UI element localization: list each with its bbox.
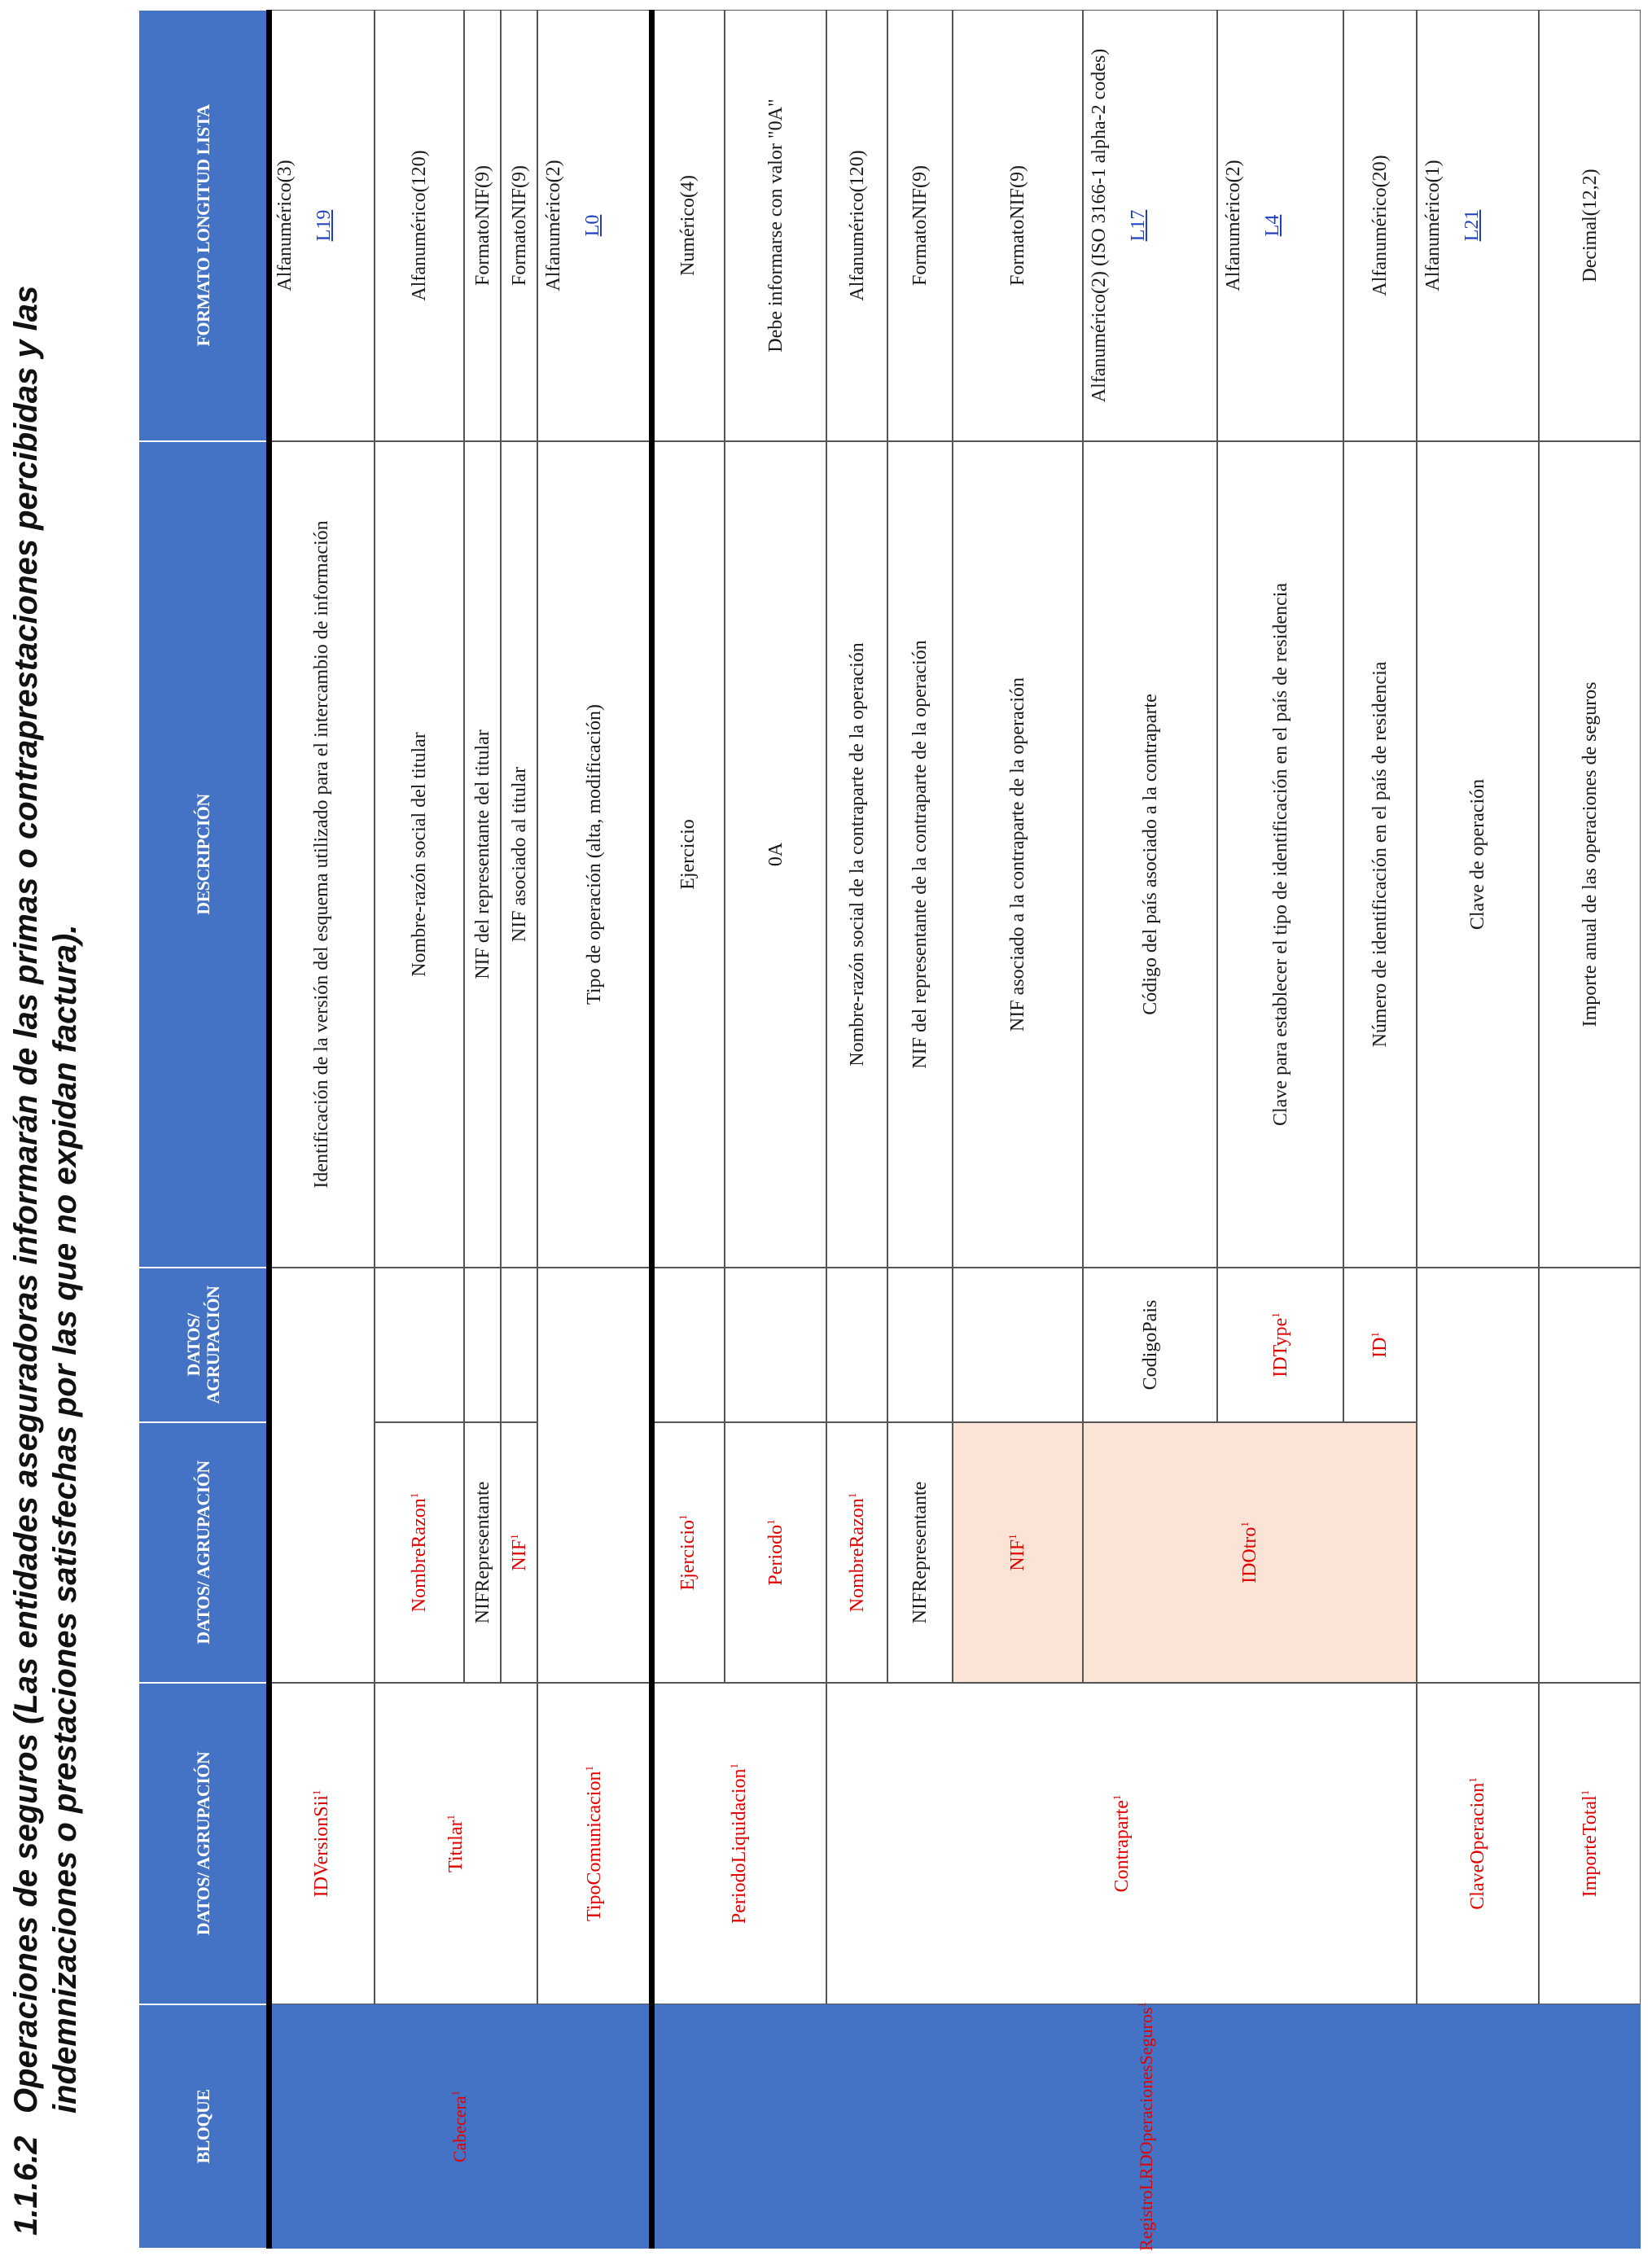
header-datos-2: DATOS/ AGRUPACIÓN	[138, 1422, 269, 1683]
format-idversionsii: Alfanumérico(3) L19	[269, 10, 375, 441]
empty-cell	[269, 1268, 375, 1683]
format-idtype: Alfanumérico(2) L4	[1217, 10, 1343, 441]
format-titular-nifrepresentante: FormatoNIF(9)	[464, 10, 501, 441]
empty-cell	[953, 1268, 1083, 1422]
block-separator	[649, 10, 655, 2249]
field-id: $ID^1$	[1343, 1268, 1417, 1422]
field-periodoliquidacion: PeriodoLiquidacion$^1$	[651, 1683, 826, 2004]
field-titular-nifrepresentante: NIFRepresentante	[464, 1422, 501, 1683]
desc-contraparte-nifrepresentante: NIF del representante de la contraparte de la operación	[887, 441, 953, 1268]
section-number: 1.1.6.2	[8, 2135, 44, 2236]
empty-cell	[651, 1268, 725, 1422]
format-tipocomunicacion: Alfanumérico(2) L0	[537, 10, 651, 441]
header-descripcion: DESCRIPCIÓN	[138, 441, 269, 1268]
field-contraparte-nifrepresentante: NIFRepresentante	[887, 1422, 953, 1683]
header-datos-1: DATOS/ AGRUPACIÓN	[138, 1683, 269, 2004]
desc-codigopais: Código del país asociado a la contraparte	[1083, 441, 1217, 1268]
format-contraparte-nif: FormatoNIF(9)	[953, 10, 1083, 441]
desc-id: Número de identificación en el país de residencia	[1343, 441, 1417, 1268]
format-titular-nif: FormatoNIF(9)	[501, 10, 537, 441]
insurance-operations-table	[138, 10, 1641, 2249]
empty-cell	[887, 1268, 953, 1422]
field-titular: Titular$^1$	[375, 1683, 537, 2004]
field-contraparte-idotro: IDOtro$^1$	[1083, 1422, 1417, 1683]
field-periodo: Periodo$^1$	[725, 1422, 826, 1683]
format-contraparte-nifrepresentante: FormatoNIF(9)	[887, 10, 953, 441]
format-titular-nombrerazon: Alfanumérico(120)	[375, 10, 464, 441]
empty-cell	[537, 1268, 651, 1683]
desc-contraparte-nombrerazon: Nombre-razón social de la contraparte de la operación	[826, 441, 887, 1268]
desc-titular-nifrepresentante: NIF del representante del titular	[464, 441, 501, 1268]
header-separator	[266, 10, 272, 2249]
field-contraparte-nombrerazon: NombreRazon$^1$	[826, 1422, 887, 1683]
field-idversionsii: IDVersionSii$^1$	[269, 1683, 375, 2004]
header-formato: FORMATO LONGITUD LISTA	[138, 10, 269, 441]
desc-claveoperacion: Clave de operación	[1417, 441, 1539, 1268]
field-ejercicio: Ejercicio$^1$	[651, 1422, 725, 1683]
field-claveoperacion: ClaveOperacion$^1$	[1417, 1683, 1539, 2004]
desc-idversionsii: Identificación de la versión del esquema utilizado para el intercambio de información	[269, 441, 375, 1268]
field-titular-nif: NIF$^1$	[501, 1422, 537, 1683]
empty-cell	[1417, 1268, 1539, 1683]
desc-tipocomunicacion: Tipo de operación (alta, modificación)	[537, 441, 651, 1268]
desc-ejercicio: Ejercicio	[651, 441, 725, 1268]
field-titular-nombrerazon: NombreRazon$^1$	[375, 1422, 464, 1683]
format-importetotal: Decimal(12,2)	[1539, 10, 1641, 441]
field-idtype: IDType$^1$	[1217, 1268, 1343, 1422]
field-tipocomunicacion: TipoComunicacion$^1$	[537, 1683, 651, 2004]
empty-cell	[464, 1268, 501, 1422]
empty-cell	[501, 1268, 537, 1422]
desc-titular-nif: NIF asociado al titular	[501, 441, 537, 1268]
format-claveoperacion: Alfanumérico(1) L21	[1417, 10, 1539, 441]
section-title: Operaciones de seguros (Las entidades aseguradoras informarán de las primas o contraprestaciones percibidas y las indemnizaciones o prestaciones satisfechas por las que no expidan factura).	[8, 285, 83, 2113]
header-bloque: BLOQUE	[138, 2004, 269, 2249]
header-datos-3: DATOS/ AGRUPACIÓN	[138, 1268, 269, 1422]
format-contraparte-nombrerazon: Alfanumérico(120)	[826, 10, 887, 441]
block-cabecera: Cabecera$^1$	[269, 2004, 651, 2249]
field-codigopais: CodigoPais	[1083, 1268, 1217, 1422]
desc-titular-nombrerazon: Nombre-razón social del titular	[375, 441, 464, 1268]
field-contraparte: Contraparte$^1$	[826, 1683, 1417, 2004]
format-ejercicio: Numérico(4)	[651, 10, 725, 441]
block-registro: RegistroLRDOperacionesSeguros$^1$	[651, 2004, 1641, 2249]
field-contraparte-nif: NIF$^1$	[953, 1422, 1083, 1683]
field-importetotal: ImporteTotal$^1$	[1539, 1683, 1641, 2004]
desc-periodo: 0A	[725, 441, 826, 1268]
empty-cell	[826, 1268, 887, 1422]
empty-cell	[375, 1268, 464, 1422]
desc-importetotal: Importe anual de las operaciones de seguros	[1539, 441, 1641, 1268]
format-id: Alfanumérico(20)	[1343, 10, 1417, 441]
format-codigopais: Alfanumérico(2) (ISO 3166-1 alpha-2 codes) L17	[1083, 10, 1217, 441]
desc-idtype: Clave para establecer el tipo de identificación en el país de residencia	[1217, 441, 1343, 1268]
desc-contraparte-nif: NIF asociado a la contraparte de la operación	[953, 441, 1083, 1268]
empty-cell	[725, 1268, 826, 1422]
empty-cell	[1539, 1268, 1641, 1683]
format-periodo: Debe informarse con valor "0A"	[725, 10, 826, 441]
